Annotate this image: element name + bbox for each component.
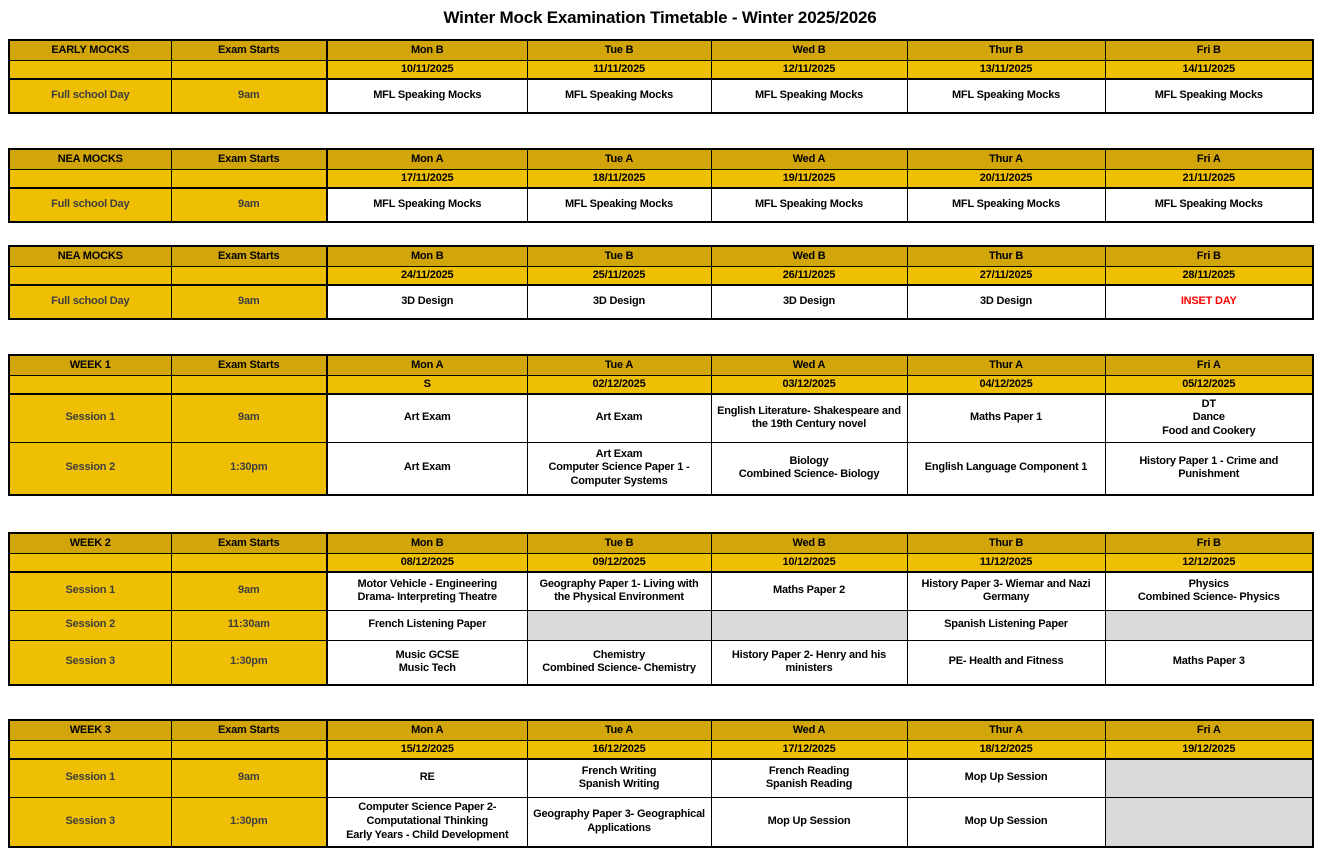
day-header-cell: Mon B (327, 246, 527, 267)
day-header-cell: Fri B (1105, 533, 1313, 554)
timetable-6-week-3 (8, 719, 1314, 848)
empty-time-cell (171, 554, 327, 573)
exam-cell (327, 572, 527, 610)
day-header-cell: Wed A (711, 355, 907, 376)
date-cell: 27/11/2025 (907, 267, 1105, 286)
exam-cell (527, 442, 711, 495)
session-time-cell: 9am (171, 394, 327, 442)
exam-cell (327, 394, 527, 442)
exam-cell (711, 759, 907, 797)
table-name-cell: WEEK 3 (9, 720, 171, 741)
date-cell: 17/11/2025 (327, 170, 527, 189)
exam-cell (527, 640, 711, 685)
exam-cell (1105, 285, 1313, 319)
exam-cell-line: History Paper 2- Henry and his ministers (731, 648, 887, 675)
exam-cell-line: Music Tech (398, 662, 456, 675)
exam-cell-line: French Writing (581, 764, 657, 777)
exam-cell (1105, 442, 1313, 495)
date-cell: 08/12/2025 (327, 554, 527, 573)
table-name-cell: NEA MOCKS (9, 246, 171, 267)
timetable-container (8, 39, 1312, 848)
exam-cell (907, 610, 1105, 640)
session-time-cell: 11:30am (171, 610, 327, 640)
date-cell: 09/12/2025 (527, 554, 711, 573)
date-cell: 05/12/2025 (1105, 376, 1313, 395)
empty-label-cell (9, 61, 171, 80)
day-header-cell: Mon B (327, 533, 527, 554)
exam-cell-line: Spanish Listening Paper (944, 618, 1068, 631)
exam-cell-line: Food and Cookery (1162, 425, 1256, 438)
exam-cell-line: MFL Speaking Mocks (754, 198, 864, 211)
date-cell: 15/12/2025 (327, 741, 527, 760)
date-cell: 28/11/2025 (1105, 267, 1313, 286)
session-time-cell: 9am (171, 759, 327, 797)
exam-cell-line: Combined Science- Physics (1137, 591, 1280, 604)
exam-starts-cell: Exam Starts (171, 720, 327, 741)
date-cell: 24/11/2025 (327, 267, 527, 286)
exam-cell-line: Maths Paper 3 (1172, 655, 1245, 668)
day-header-cell: Wed A (711, 720, 907, 741)
session-label-cell: Full school Day (9, 79, 171, 113)
exam-cell (907, 188, 1105, 222)
day-header-cell: Fri B (1105, 246, 1313, 267)
session-label-cell: Session 1 (9, 572, 171, 610)
exam-cell-line: DT (1201, 397, 1216, 410)
day-header-cell: Thur B (907, 40, 1105, 61)
day-header-cell: Mon A (327, 149, 527, 170)
exam-cell (907, 285, 1105, 319)
exam-cell-line: Computer Science Paper 2- Computational Thinking (358, 801, 497, 827)
exam-starts-cell: Exam Starts (171, 40, 327, 61)
timetable-1-early-mocks (8, 39, 1314, 114)
exam-cell-line: PE- Health and Fitness (948, 655, 1064, 668)
exam-cell (907, 640, 1105, 685)
timetable-2-nea-mocks (8, 148, 1314, 223)
date-cell: 18/11/2025 (527, 170, 711, 189)
exam-cell (711, 79, 907, 113)
date-cell: 04/12/2025 (907, 376, 1105, 395)
exam-cell (907, 759, 1105, 797)
exam-cell-line: Geography Paper 1- Living with the Physical Environment (539, 577, 699, 604)
exam-cell-line: Biology (789, 454, 829, 467)
exam-cell-line: Computer Science Paper 1 - Computer Systems (548, 461, 690, 488)
session-label-cell: Session 2 (9, 610, 171, 640)
exam-cell-line: Art Exam (403, 461, 451, 474)
session-label-cell: Session 2 (9, 442, 171, 495)
session-time-cell: 9am (171, 188, 327, 222)
exam-cell-line: 3D Design (593, 295, 645, 308)
day-header-cell: Thur B (907, 533, 1105, 554)
empty-label-cell (9, 376, 171, 395)
day-header-cell: Wed B (711, 246, 907, 267)
day-header-cell: Thur B (907, 246, 1105, 267)
table-name-cell: NEA MOCKS (9, 149, 171, 170)
exam-cell (907, 572, 1105, 610)
empty-exam-cell (1105, 797, 1313, 847)
day-header-cell: Mon A (327, 720, 527, 741)
empty-time-cell (171, 61, 327, 80)
exam-cell-line: French Reading (768, 764, 850, 777)
exam-cell-line: Geography Paper 3- Geographical Applications (533, 808, 705, 834)
session-label-cell: Full school Day (9, 188, 171, 222)
exam-cell-line: English Language Component 1 (924, 461, 1088, 474)
timetable-4-week-1 (8, 354, 1314, 496)
exam-cell-line: MFL Speaking Mocks (373, 198, 482, 211)
date-cell: 10/11/2025 (327, 61, 527, 80)
exam-cell-line: Combined Science- Chemistry (542, 662, 696, 675)
exam-cell (1105, 572, 1313, 610)
date-cell: 16/12/2025 (527, 741, 711, 760)
exam-cell-line: History Paper 1 - Crime and Punishment (1139, 454, 1279, 481)
day-header-cell: Tue B (527, 246, 711, 267)
empty-exam-cell (1105, 759, 1313, 797)
exam-starts-cell: Exam Starts (171, 533, 327, 554)
day-header-cell: Thur A (907, 720, 1105, 741)
exam-cell-line: 3D Design (980, 295, 1032, 308)
exam-starts-cell: Exam Starts (171, 149, 327, 170)
empty-label-cell (9, 741, 171, 760)
date-cell: 21/11/2025 (1105, 170, 1313, 189)
day-header-cell: Tue A (527, 355, 711, 376)
table-name-cell: EARLY MOCKS (9, 40, 171, 61)
day-header-cell: Fri A (1105, 149, 1313, 170)
session-label-cell: Session 3 (9, 640, 171, 685)
page-title: Winter Mock Examination Timetable - Winter 2025/2026 (443, 8, 877, 27)
table-name-cell: WEEK 2 (9, 533, 171, 554)
exam-cell (527, 285, 711, 319)
exam-cell-line: INSET DAY (1180, 295, 1237, 308)
exam-cell (327, 797, 527, 847)
exam-cell-line: MFL Speaking Mocks (951, 89, 1061, 102)
session-time-cell: 9am (171, 285, 327, 319)
exam-cell-line: Combined Science- Biology (738, 468, 880, 481)
exam-cell (907, 79, 1105, 113)
exam-cell-line: Maths Paper 2 (773, 584, 845, 597)
exam-cell (327, 442, 527, 495)
day-header-cell: Fri A (1105, 720, 1313, 741)
exam-cell (527, 79, 711, 113)
empty-exam-cell (1105, 610, 1313, 640)
exam-cell (907, 442, 1105, 495)
exam-cell (711, 640, 907, 685)
date-cell: 12/11/2025 (711, 61, 907, 80)
exam-cell-line: Mop Up Session (964, 771, 1048, 784)
session-label-cell: Session 3 (9, 797, 171, 847)
empty-time-cell (171, 376, 327, 395)
exam-cell (711, 572, 907, 610)
date-cell: 17/12/2025 (711, 741, 907, 760)
day-header-cell: Mon B (327, 40, 527, 61)
date-cell: 19/11/2025 (711, 170, 907, 189)
date-cell: 20/11/2025 (907, 170, 1105, 189)
table-name-cell: WEEK 1 (9, 355, 171, 376)
empty-exam-cell (711, 610, 907, 640)
exam-cell (711, 797, 907, 847)
day-header-cell: Thur A (907, 149, 1105, 170)
day-header-cell: Tue B (527, 533, 711, 554)
day-header-cell: Wed B (711, 533, 907, 554)
day-header-cell: Fri A (1105, 355, 1313, 376)
session-label-cell: Full school Day (9, 285, 171, 319)
exam-cell-line: 3D Design (401, 295, 454, 308)
exam-cell (711, 188, 907, 222)
day-header-cell: Mon A (327, 355, 527, 376)
exam-cell-line: RE (419, 771, 435, 784)
session-label-cell: Session 1 (9, 759, 171, 797)
exam-cell-line: MFL Speaking Mocks (754, 89, 864, 102)
exam-cell-line: Art Exam (595, 411, 643, 424)
day-header-cell: Thur A (907, 355, 1105, 376)
day-header-cell: Tue A (527, 720, 711, 741)
exam-cell (527, 394, 711, 442)
empty-time-cell (171, 170, 327, 189)
session-time-cell: 1:30pm (171, 797, 327, 847)
exam-cell (527, 188, 711, 222)
empty-exam-cell (527, 610, 711, 640)
date-cell: 26/11/2025 (711, 267, 907, 286)
exam-cell-line: Chemistry (593, 648, 645, 661)
day-header-cell: Tue B (527, 40, 711, 61)
exam-cell (327, 759, 527, 797)
date-cell: 19/12/2025 (1105, 741, 1313, 760)
exam-cell (907, 394, 1105, 442)
exam-cell-line: Music GCSE (395, 648, 459, 661)
exam-cell (1105, 188, 1313, 222)
date-cell: 02/12/2025 (527, 376, 711, 395)
exam-cell (1105, 79, 1313, 113)
exam-cell-line: English Literature- Shakespeare and the 19th Century novel (717, 404, 901, 431)
exam-cell (711, 285, 907, 319)
date-cell: 12/12/2025 (1105, 554, 1313, 573)
exam-cell-line: 3D Design (783, 295, 835, 308)
session-label-cell: Session 1 (9, 394, 171, 442)
session-time-cell: 1:30pm (171, 640, 327, 685)
exam-cell (711, 442, 907, 495)
date-cell: 10/12/2025 (711, 554, 907, 573)
exam-cell (327, 79, 527, 113)
timetable-3-nea-mocks (8, 245, 1314, 320)
empty-time-cell (171, 741, 327, 760)
exam-cell-line: Art Exam (595, 447, 643, 460)
exam-cell-line: MFL Speaking Mocks (951, 198, 1061, 211)
exam-cell-line: French Listening Paper (368, 618, 487, 631)
date-cell: 11/11/2025 (527, 61, 711, 80)
exam-cell-line: Mop Up Session (964, 814, 1048, 827)
timetable-5-week-2 (8, 532, 1314, 686)
exam-cell-line: Drama- Interpreting Theatre (357, 591, 497, 604)
session-time-cell: 9am (171, 79, 327, 113)
empty-label-cell (9, 267, 171, 286)
exam-cell (711, 394, 907, 442)
exam-cell (1105, 394, 1313, 442)
date-cell: 18/12/2025 (907, 741, 1105, 760)
exam-cell-line: Mop Up Session (767, 814, 851, 827)
exam-starts-cell: Exam Starts (171, 355, 327, 376)
date-cell: 13/11/2025 (907, 61, 1105, 80)
day-header-cell: Wed A (711, 149, 907, 170)
exam-cell (907, 797, 1105, 847)
exam-cell-line: MFL Speaking Mocks (1154, 89, 1263, 102)
date-cell: 11/12/2025 (907, 554, 1105, 573)
exam-cell (527, 759, 711, 797)
empty-time-cell (171, 267, 327, 286)
exam-cell-line: MFL Speaking Mocks (564, 89, 674, 102)
exam-cell-line: MFL Speaking Mocks (564, 198, 674, 211)
exam-cell-line: MFL Speaking Mocks (1154, 198, 1263, 211)
exam-cell (327, 285, 527, 319)
exam-cell-line: Maths Paper 1 (970, 411, 1042, 424)
exam-cell-line: Spanish Writing (578, 778, 660, 791)
exam-cell-line: Spanish Reading (765, 778, 853, 791)
date-cell: 03/12/2025 (711, 376, 907, 395)
exam-starts-cell: Exam Starts (171, 246, 327, 267)
exam-cell (527, 572, 711, 610)
exam-cell (327, 640, 527, 685)
day-header-cell: Fri B (1105, 40, 1313, 61)
exam-cell-line: Art Exam (403, 411, 451, 424)
date-cell: S (327, 376, 527, 395)
day-header-cell: Wed B (711, 40, 907, 61)
exam-cell-line: History Paper 3- Wiemar and Nazi Germany (921, 577, 1091, 604)
exam-cell (327, 188, 527, 222)
date-cell: 25/11/2025 (527, 267, 711, 286)
date-cell: 14/11/2025 (1105, 61, 1313, 80)
exam-cell (327, 610, 527, 640)
day-header-cell: Tue A (527, 149, 711, 170)
exam-cell-line: Physics (1188, 577, 1229, 590)
exam-cell-line: Dance (1192, 411, 1225, 424)
session-time-cell: 1:30pm (171, 442, 327, 495)
empty-label-cell (9, 170, 171, 189)
exam-cell (527, 797, 711, 847)
exam-cell-line: MFL Speaking Mocks (373, 89, 482, 102)
exam-cell (1105, 640, 1313, 685)
exam-cell-line: Early Years - Child Development (346, 828, 509, 841)
empty-label-cell (9, 554, 171, 573)
exam-cell-line: Motor Vehicle - Engineering (357, 577, 497, 590)
session-time-cell: 9am (171, 572, 327, 610)
